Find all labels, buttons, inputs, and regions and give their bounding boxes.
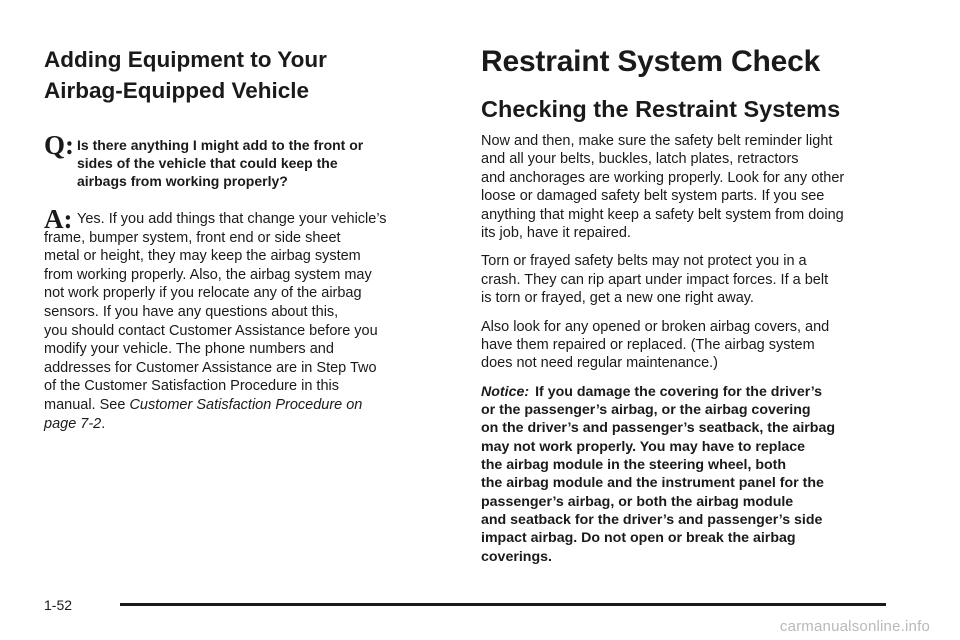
paragraph-line: Also look for any opened or broken airbag covers, and [481,318,830,335]
question-line: airbags from working properly? [77,173,288,189]
question-line: Is there anything I might add to the front or [77,137,364,153]
paragraph [481,318,901,373]
question-text [77,136,456,190]
section-subtitle: Checking the Restraint Systems [481,96,841,122]
answer-line: of the Customer Satisfaction Procedure in this [44,378,339,395]
question-letter: Q: [44,130,74,160]
answer-line: addresses for Customer Assistance are in Step Two [44,359,377,376]
answer-line: you should contact Customer Assistance before you [44,322,378,339]
footer-divider [120,603,886,606]
right-column [481,44,901,566]
answer-line: sensors. If you have any questions about this, [44,303,339,320]
paragraph-line: Now and then, make sure the safety belt reminder light [481,133,833,149]
paragraph-line: loose or damaged safety belt system parts. If you see [481,188,825,205]
notice-label: Notice: [481,383,530,400]
answer-line: frame, bumper system, front end or side sheet [44,229,341,246]
answer-line: not work properly if you relocate any of the airbag [44,285,362,302]
notice-line: impact airbag. Do not open or break the airbag [481,530,796,547]
question-block [44,130,456,190]
paragraph-line: crash. They can rip apart under impact forces. If a belt [481,271,829,288]
page-title: Restraint System Check [481,45,821,78]
answer-text-fragment: manual. See [44,396,130,413]
answer-line: modify your vehicle. The phone numbers and [44,341,334,358]
cross-reference-link[interactable]: page 7-2 [44,415,102,432]
notice-line: may not work properly. You may have to replace [481,438,806,455]
paragraph-line: is torn or frayed, get a new one right away. [481,290,754,307]
paragraph-line: have them repaired or replaced. (The airbag system [481,337,815,354]
cross-reference-link[interactable]: Customer Satisfaction Procedure on [129,396,363,413]
notice-line: on the driver’s and passenger’s seatback, the airbag [481,420,836,437]
answer-line: Yes. If you add things that change your vehicle’s [77,211,387,227]
paragraph [481,252,901,307]
watermark: carmanualsonline.info [779,618,930,635]
notice-line: the airbag module in the steering wheel, both [481,457,787,474]
left-column [44,44,456,433]
notice-line: passenger’s airbag, or both the airbag module [481,493,794,510]
notice-line: or the passenger’s airbag, or the airbag covering [481,402,811,419]
paragraph-line: Torn or frayed safety belts may not protect you in a [481,253,807,270]
notice-line: and seatback for the driver’s and passenger’s side [481,511,823,528]
page-number: 1-52 [44,597,73,613]
title-line: Adding Equipment to Your [44,47,327,72]
notice-line: coverings. [481,548,552,565]
paragraph-line: and anchorages are working properly. Look for any other [481,169,845,186]
notice-line [481,383,901,401]
answer-text [44,210,456,433]
question-line: sides of the vehicle that could keep the [77,155,338,171]
answer-letter: A: [44,204,73,234]
paragraph-line: its job, have it repaired. [481,225,631,242]
paragraph-line: does not need regular maintenance.) [481,355,718,372]
title-line: Airbag-Equipped Vehicle [44,78,310,103]
notice-line: the airbag module and the instrument panel for the [481,475,824,492]
answer-line-with-reference [44,396,456,415]
answer-line: from working properly. Also, the airbag system may [44,266,372,283]
answer-text-fragment: . [101,415,106,432]
notice-text-fragment: If you damage the covering for the driver’s [535,383,823,400]
paragraph-line: and all your belts, buckles, latch plates, retractors [481,151,799,168]
notice-block [481,383,901,566]
answer-line: metal or height, they may keep the airbag system [44,248,361,265]
answer-block [44,204,456,433]
answer-line-with-reference [44,415,456,434]
paragraph-line: anything that might keep a safety belt system from doing [481,206,844,223]
paragraph [481,132,901,242]
section-title [44,44,456,106]
